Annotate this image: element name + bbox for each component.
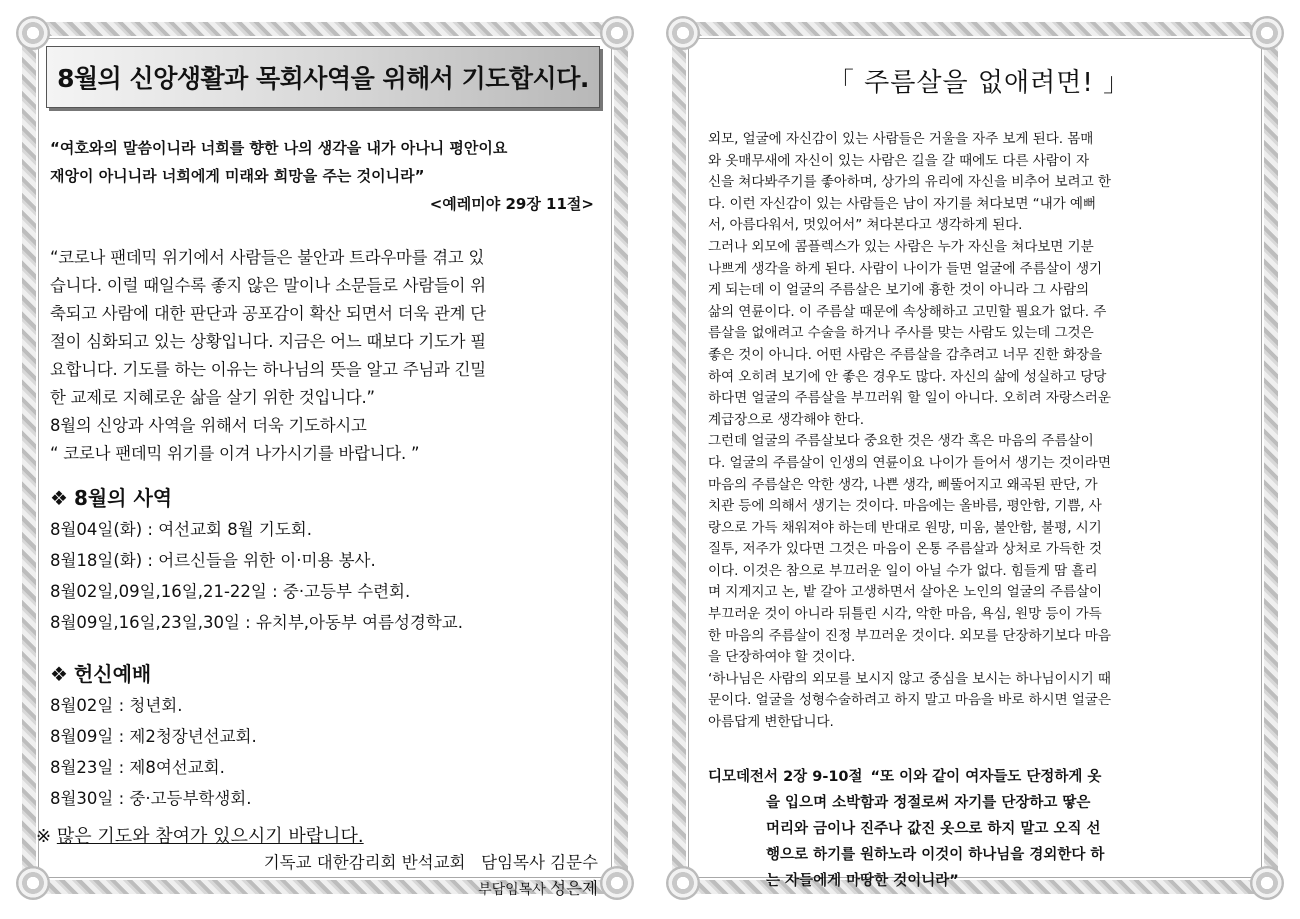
essay-line: 질투, 저주가 있다면 그것은 마음이 온통 주름살과 상처로 가득한 것 xyxy=(708,541,1103,558)
essay-line: 그러나 외모에 콤플렉스가 있는 사람은 누가 자신을 쳐다보면 기분 xyxy=(708,238,1094,255)
essay-title: 「 주름살을 없애려면! 」 xyxy=(827,68,1131,98)
page-title: 8월의 신앙생활과 목회사역을 위해서 기도합시다. xyxy=(57,64,589,93)
essay-line: 신을 쳐다봐주기를 좋아하며, 상가의 유리에 자신을 비추어 보려고 한 xyxy=(708,174,1111,191)
list-item: 8월04일(화) : 여선교회 8월 기도회. xyxy=(50,520,312,539)
diamond-bullet-icon: ❖ xyxy=(50,486,68,510)
essay-line: 다. 얼굴의 주름살이 인생의 연륜이요 나이가 들어서 생기는 것이라면 xyxy=(708,454,1111,471)
prayer-line: 습니다. 이럴 때일수록 좋지 않은 말이나 소문들로 사람들이 위 xyxy=(50,276,486,295)
right-content xyxy=(708,46,1250,889)
essay-line: 하여 오히려 보기에 안 좋은 경우도 많다. 자신의 삶에 성실하고 당당 xyxy=(708,368,1107,385)
essay-body xyxy=(708,129,1250,734)
flower-ornament-icon xyxy=(666,866,700,900)
scripture-line: “또 이와 같이 여자들도 단정하게 옷 xyxy=(870,768,1102,785)
prayer-line: 요합니다. 기도를 하는 이유는 하나님의 뜻을 알고 주님과 긴밀 xyxy=(50,360,486,379)
list-item: 8월09일,16일,23일,30일 : 유치부,아동부 여름성경학교. xyxy=(50,613,463,632)
list-item: 8월18일(화) : 어르신들을 위한 이·미용 봉사. xyxy=(50,551,376,570)
left-content xyxy=(36,46,608,898)
essay-line: 치관 등에 의해서 생기는 것이다. 마음에는 올바름, 평안함, 기쁨, 사 xyxy=(708,498,1102,515)
flower-ornament-icon xyxy=(600,16,634,50)
title-banner xyxy=(46,46,600,108)
bible-verse xyxy=(50,134,608,218)
essay-line: 랑으로 가득 채워져야 하는데 반대로 원망, 미움, 불안함, 불평, 시기 xyxy=(708,519,1102,536)
prayer-line: 8월의 신앙과 사역을 위해서 더욱 기도하시고 xyxy=(50,416,367,435)
scripture-reference: 디모데전서 2장 9-10절 xyxy=(708,768,863,785)
essay-line: 와 옷매무새에 자신이 있는 사람은 길을 갈 때에도 다른 사람이 자 xyxy=(708,152,1090,169)
prayer-message xyxy=(50,244,608,468)
diamond-bullet-icon: ❖ xyxy=(50,662,68,686)
essay-line: 좋은 것이 아니다. 어떤 사람은 주름살을 감추려고 너무 진한 화장을 xyxy=(708,346,1103,363)
section-title-text: 8월의 사역 xyxy=(73,486,173,510)
essay-line: ‘하나님은 사람의 외모를 보시지 않고 중심을 보시는 하나님이시기 때 xyxy=(708,670,1111,687)
prayer-line: 축되고 사람에 대한 판단과 공포감이 확산 되면서 더욱 관계 단 xyxy=(50,304,486,323)
essay-line: 이다. 이것은 참으로 부끄러운 일이 아닐 수가 없다. 힘들게 땀 흘리 xyxy=(708,562,1098,579)
essay-line: 문이다. 얼굴을 성형수술하려고 하지 말고 마음을 바로 하시면 얼굴은 xyxy=(708,692,1111,709)
flower-ornament-icon xyxy=(1250,866,1284,900)
flower-ornament-icon xyxy=(1250,16,1284,50)
essay-line: 서, 아름다워서, 멋있어서” 쳐다본다고 생각하게 된다. xyxy=(708,217,1023,234)
prayer-line: “코로나 팬데믹 위기에서 사람들은 불안과 트라우마를 겪고 있 xyxy=(50,248,485,267)
verse-line: “여호와의 말씀이니라 너희를 향한 나의 생각을 내가 아나니 평안이요 xyxy=(50,139,508,157)
closing-scripture xyxy=(708,764,1250,894)
essay-line: 마음의 주름살은 악한 생각, 나쁜 생각, 삐뚤어지고 왜곡된 판단, 가 xyxy=(708,476,1098,493)
essay-line: 게 되는데 이 얼굴의 주름살은 보기에 흉한 것이 아니라 그 사람의 xyxy=(708,282,1090,299)
list-item: 8월02일,09일,16일,21-22일 : 중·고등부 수련회. xyxy=(50,582,411,601)
essay-line: 한 마음의 주름살이 진정 부끄러운 것이다. 외모를 단장하기보다 마음 xyxy=(708,627,1111,644)
list-item: 8월23일 : 제8여선교회. xyxy=(50,758,225,777)
scripture-line: 을 입으며 소박함과 정절로써 자기를 단장하고 땋은 xyxy=(766,794,1091,811)
ministry-list xyxy=(50,514,608,638)
essay-line: 하다면 얼굴의 주름살을 부끄러워 할 일이 아니다. 오히려 자랑스러운 xyxy=(708,390,1111,407)
section-title-ministry xyxy=(50,482,608,514)
flower-ornament-icon xyxy=(16,866,50,900)
scripture-line: 행으로 하기를 원하노라 이것이 하나님을 경외한다 하 xyxy=(766,846,1105,863)
list-item: 8월09일 : 제2청장년선교회. xyxy=(50,727,257,746)
essay-line: 계급장으로 생각해야 한다. xyxy=(708,411,865,428)
scripture-line: 는 자들에게 마땅한 것이니라” xyxy=(766,872,959,889)
essay-line: 며 지게지고 논, 밭 갈아 고생하면서 살아온 노인의 얼굴의 주름살이 xyxy=(708,584,1103,601)
list-item: 8월02일 : 청년회. xyxy=(50,696,183,715)
essay-line: 나쁘게 생각을 하게 된다. 사람이 나이가 들면 얼굴에 주름살이 생기 xyxy=(708,260,1103,277)
essay-line: 삶의 연륜이다. 이 주름살 때문에 속상해하고 고민할 필요가 없다. 주 xyxy=(708,303,1107,320)
scripture-line: 머리와 금이나 진주나 값진 옷으로 하지 말고 오직 선 xyxy=(766,820,1101,837)
church-signature: 기독교 대한감리회 반석교회 담임목사 김문수 xyxy=(263,853,598,872)
reference-mark-icon: ※ xyxy=(36,826,52,847)
left-page xyxy=(22,22,628,898)
essay-line: 외모, 얼굴에 자신감이 있는 사람들은 거울을 자주 보게 된다. 몸매 xyxy=(708,131,1094,147)
essay-line: 아름답게 변한답니다. xyxy=(708,714,834,731)
flower-ornament-icon xyxy=(666,16,700,50)
worship-list xyxy=(50,690,608,814)
associate-pastor-role: 부담임목사 xyxy=(478,882,546,898)
essay-line: 부끄러운 것이 아니라 뒤틀린 시각, 악한 마음, 욕심, 원망 등이 가득 xyxy=(708,606,1102,623)
right-page xyxy=(672,22,1278,894)
prayer-line: “ 코로나 팬데믹 위기를 이겨 나가시기를 바랍니다. ” xyxy=(50,444,420,463)
scripture-first-line xyxy=(708,764,1250,790)
essay-line: 름살을 없애려고 수술을 하거나 주사를 맞는 사람도 있는데 그것은 xyxy=(708,325,1094,342)
verse-reference: <예레미야 29장 11절> xyxy=(429,195,594,213)
closing-note-text: 많은 기도와 참여가 있으시기 바랍니다. xyxy=(56,826,364,847)
essay-line: 을 단장하여야 할 것이다. xyxy=(708,649,856,666)
verse-line: 재앙이 아니니라 너희에게 미래와 희망을 주는 것이니라” xyxy=(50,167,425,185)
section-title-worship xyxy=(50,658,608,690)
essay-line: 그런데 얼굴의 주름살보다 중요한 것은 생각 혹은 마음의 주름살이 xyxy=(708,433,1094,450)
associate-pastor-signature xyxy=(50,876,608,903)
essay-line: 다. 이런 자신감이 있는 사람들은 남이 자기를 쳐다보면 “내가 예뻐 xyxy=(708,195,1096,212)
flower-ornament-icon xyxy=(16,16,50,50)
associate-pastor-name: 성은제 xyxy=(550,879,598,898)
section-title-text: 헌신예배 xyxy=(73,662,152,686)
closing-note xyxy=(36,824,608,850)
prayer-line: 한 교제로 지혜로운 삶을 살기 위한 것입니다.” xyxy=(50,388,375,407)
list-item: 8월30일 : 중·고등부학생회. xyxy=(50,789,252,808)
prayer-line: 절이 심화되고 있는 상황입니다. 지금은 어느 때보다 기도가 필 xyxy=(50,332,486,351)
